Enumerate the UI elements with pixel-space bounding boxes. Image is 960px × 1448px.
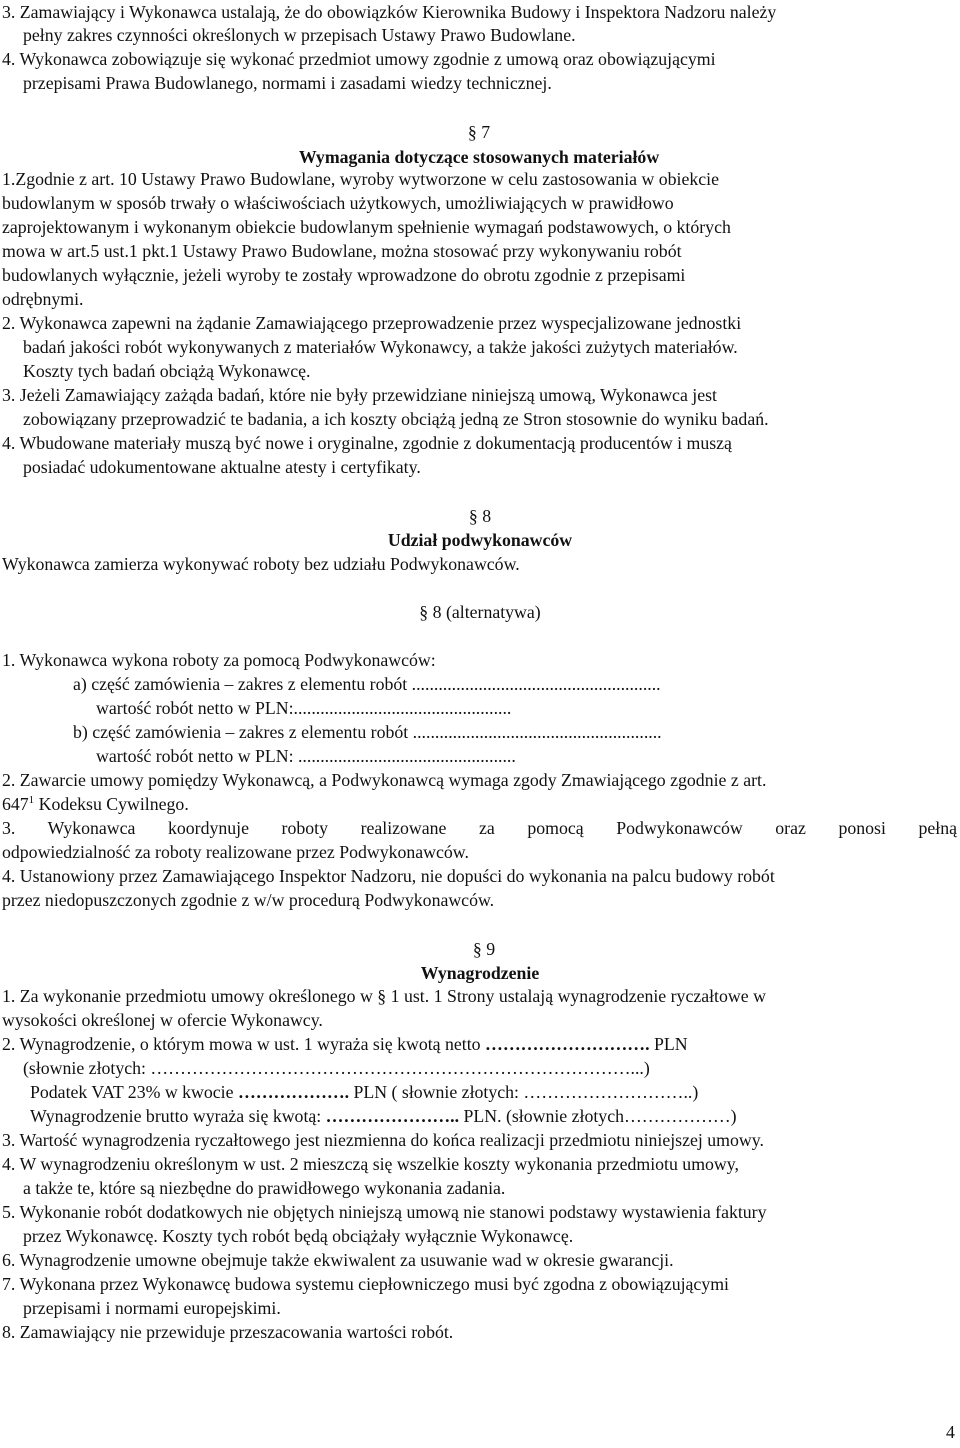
gross-amount-field: ………………….. bbox=[325, 1106, 460, 1126]
article-number: 647 bbox=[2, 794, 29, 814]
paragraph-line: przepisami Prawa Budowlanego, normami i zasadami wiedzy technicznej. bbox=[23, 73, 552, 93]
paragraph-line: zaprojektowanym i wykonanym obiekcie budowlanym spełnienie wymagań podstawowych, o których bbox=[2, 217, 731, 237]
paragraph-line: 4. W wynagrodzeniu określonym w ust. 2 mieszczą się wszelkie koszty wykonania przedmiotu umowy, bbox=[2, 1154, 739, 1174]
paragraph-line: wysokości określonej w ofercie Wykonawcy. bbox=[2, 1010, 323, 1030]
paragraph-line: (słownie złotych: ………………………………………………………………………...) bbox=[23, 1058, 650, 1078]
net-amount-field: ………………………. bbox=[485, 1034, 650, 1054]
paragraph-line: pełny zakres czynności określonych w przepisach Ustawy Prawo Budowlane. bbox=[23, 25, 576, 45]
paragraph-line: zobowiązany przeprowadzić te badania, a ich koszty obciążą jedną ze Stron stosownie do wyniku badań. bbox=[23, 409, 769, 429]
paragraph-line: 3. Wartość wynagrodzenia ryczałtowego jest niezmienna do końca realizacji przedmiotu niniejszej umowy. bbox=[2, 1130, 764, 1150]
net-amount-label: 2. Wynagrodzenie, o którym mowa w ust. 1 wyraża się kwotą netto bbox=[2, 1034, 486, 1054]
paragraph-line: przepisami i normami europejskimi. bbox=[23, 1298, 281, 1318]
paragraph-line: badań jakości robót wykonywanych z materiałów Wykonawcy, a także jakości zużytych materiałów. bbox=[23, 337, 738, 357]
paragraph-line bbox=[2, 1033, 688, 1055]
paragraph-line: 1. Za wykonanie przedmiotu umowy określonego w § 1 ust. 1 Strony ustalają wynagrodzenie ryczałtowe w bbox=[2, 986, 766, 1006]
vat-label: Podatek VAT 23% w kwocie bbox=[30, 1082, 238, 1102]
currency-label: PLN bbox=[649, 1034, 688, 1054]
paragraph-line: Koszty tych badań obciążą Wykonawcę. bbox=[23, 361, 311, 381]
paragraph-line: przez niedopuszczonych zgodnie z w/w procedurą Podwykonawców. bbox=[2, 890, 495, 910]
paragraph-line: przez Wykonawcę. Koszty tych robót będą obciążały wyłącznie Wykonawcę. bbox=[23, 1226, 574, 1246]
paragraph-line bbox=[30, 1081, 698, 1103]
paragraph-line: mowa w art.5 ust.1 pkt.1 Ustawy Prawo Budowlane, można stosować przy wykonywaniu robót bbox=[2, 241, 682, 261]
section-9-number: § 9 bbox=[472, 939, 496, 959]
vat-words-label: PLN ( słownie złotych: ………………………..) bbox=[349, 1082, 699, 1102]
section-9-title: Wynagrodzenie bbox=[420, 963, 540, 983]
paragraph-line: 1. Wykonawca wykona roboty za pomocą Podwykonawców: bbox=[2, 650, 436, 670]
paragraph-line: 2. Zawarcie umowy pomiędzy Wykonawcą, a Podwykonawcą wymaga zgody Zmawiającego zgodnie z art. bbox=[2, 770, 767, 790]
paragraph-line: 1.Zgodnie z art. 10 Ustawy Prawo Budowlane, wyroby wytworzone w celu zastosowania w obiekcie bbox=[2, 169, 719, 189]
paragraph-line: 4. Wykonawca zobowiązuje się wykonać przedmiot umowy zgodnie z umową oraz obowiązującymi bbox=[2, 49, 716, 69]
page-number: 4 bbox=[946, 1422, 955, 1442]
section-8-alt-number: § 8 (alternatywa) bbox=[419, 602, 541, 622]
gross-label: Wynagrodzenie brutto wyraża się kwotą: bbox=[30, 1106, 326, 1126]
paragraph-line: 8. Zamawiający nie przewiduje przeszacowania wartości robót. bbox=[2, 1322, 454, 1342]
paragraph-line: 4. Ustanowiony przez Zamawiającego Inspektor Nadzoru, nie dopuści do wykonania na palcu budowy robót bbox=[2, 866, 775, 886]
paragraph-line: wartość robót netto w PLN: ................................................. bbox=[96, 746, 516, 766]
paragraph-line: posiadać udokumentowane aktualne atesty i certyfikaty. bbox=[23, 457, 421, 477]
paragraph-line: 2. Wykonawca zapewni na żądanie Zamawiającego przeprowadzenie przez wyspecjalizowane jednostki bbox=[2, 313, 742, 333]
section-8-title: Udział podwykonawców bbox=[387, 530, 573, 550]
code-name: Kodeksu Cywilnego. bbox=[34, 794, 189, 814]
paragraph-line: 7. Wykonana przez Wykonawcę budowa systemu ciepłowniczego musi być zgodna z obowiązującymi bbox=[2, 1274, 729, 1294]
paragraph-line: 3. Wykonawca koordynuje roboty realizowane za pomocą Podwykonawców oraz ponosi pełną bbox=[2, 818, 957, 838]
paragraph-line: 6. Wynagrodzenie umowne obejmuje także ekwiwalent za usuwanie wad w okresie gwarancji. bbox=[2, 1250, 674, 1270]
paragraph-line: 3. Jeżeli Zamawiający zażąda badań, które nie były przewidziane niniejszą umową, Wykonawca jest bbox=[2, 385, 717, 405]
paragraph-line: odpowiedzialność za roboty realizowane przez Podwykonawców. bbox=[2, 842, 469, 862]
paragraph-line: budowlanych wyłącznie, jeżeli wyroby te zostały wprowadzone do obrotu zgodnie z przepisami bbox=[2, 265, 686, 285]
paragraph-line: 4. Wbudowane materiały muszą być nowe i oryginalne, zgodnie z dokumentacją producentów i muszą bbox=[2, 433, 732, 453]
paragraph-line bbox=[30, 1105, 737, 1127]
paragraph-line: odrębnymi. bbox=[2, 289, 84, 309]
section-7-title: Wymagania dotyczące stosowanych materiałów bbox=[298, 147, 660, 167]
paragraph-line: b) część zamówienia – zakres z elementu robót ........................................................ bbox=[73, 722, 662, 742]
paragraph-line: a) część zamówienia – zakres z elementu robót ........................................................ bbox=[73, 674, 661, 694]
article-superscript: 1 bbox=[28, 794, 35, 806]
section-7-number: § 7 bbox=[467, 122, 491, 142]
paragraph-line: budowlanym w sposób trwały o właściwościach użytkowych, umożliwiających w prawidłowo bbox=[2, 193, 674, 213]
paragraph-line: Wykonawca zamierza wykonywać roboty bez udziału Podwykonawców. bbox=[2, 554, 520, 574]
paragraph-line bbox=[2, 793, 189, 815]
paragraph-line: 3. Zamawiający i Wykonawca ustalają, że do obowiązków Kierownika Budowy i Inspektora Nadzoru należy bbox=[2, 2, 777, 22]
paragraph-line: 5. Wykonanie robót dodatkowych nie objętych niniejszą umową nie stanowi podstawy wystawienia faktury bbox=[2, 1202, 767, 1222]
gross-words-label: PLN. (słownie złotych………………) bbox=[459, 1106, 737, 1126]
vat-amount-field: ………………. bbox=[237, 1082, 350, 1102]
paragraph-line: a także te, które są niezbędne do prawidłowego wykonania zadania. bbox=[23, 1178, 506, 1198]
section-8-number: § 8 bbox=[468, 506, 492, 526]
paragraph-line: wartość robót netto w PLN:................................................. bbox=[96, 698, 512, 718]
